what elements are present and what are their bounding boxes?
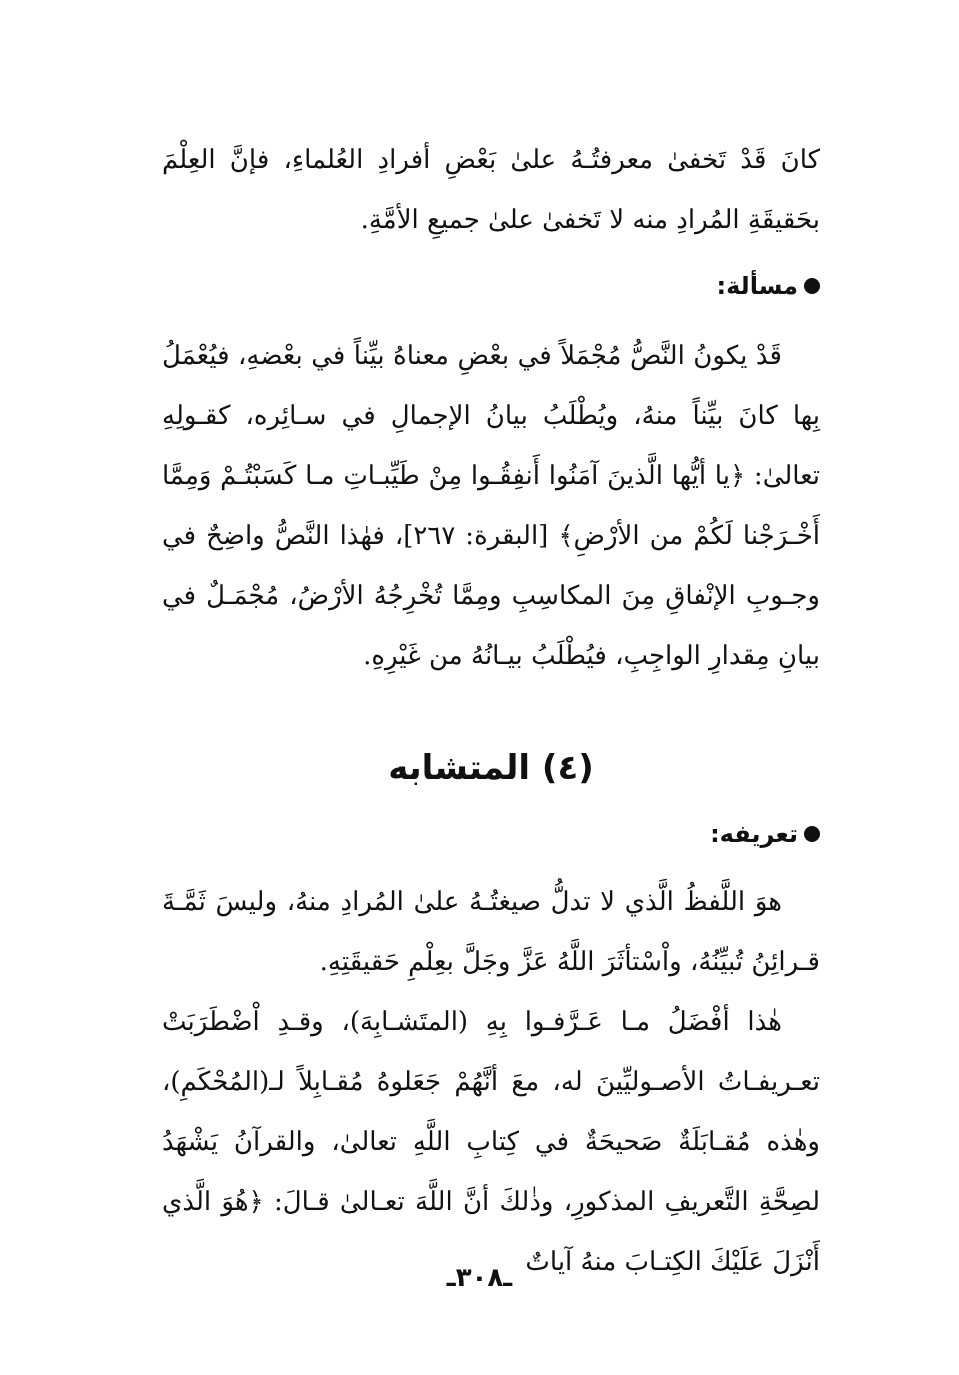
bullet-icon bbox=[804, 278, 820, 294]
intro-text: كانَ قَدْ تَخفىٰ معرفتُـهُ علىٰ بَعْضِ أفرادِ العُلماءِ، فإنَّ العِلْمَ بحَقيقَةِ المُرادِ منه لا تَخفىٰ علىٰ جميعِ الأمَّةِ. bbox=[162, 145, 820, 235]
bullet-icon bbox=[804, 826, 820, 842]
definition-heading-label: تعريفه: bbox=[710, 820, 798, 848]
issue-paragraph bbox=[162, 326, 820, 686]
page-number: ـ٣٠٨ـ bbox=[446, 1263, 513, 1293]
definition-paragraph bbox=[162, 872, 820, 992]
definition-text: هوَ اللَّفظُ الَّذي لا تدلُّ صيغتُـهُ علىٰ المُرادِ منهُ، وليسَ ثَمَّـةَ قـرائِنُ تُبيِّنُهُ، واْسْتأثَرَ اللَّهُ عَزَّ وجَلَّ بعِلْمِ حَقيقَتِهِ. bbox=[162, 887, 820, 977]
issue-text: قَدْ يكونُ النَّصُّ مُجْمَلاً في بعْضِ معناهُ بيِّناً في بعْضهِ، فيُعْمَلُ بِها كانَ بيِّناً منهُ، ويُطْلَبُ بيانُ الإجمالِ في سـائِره، كقـولِهِ تعالىٰ: ﴿يا أيُّها الَّذينَ آمَنُوا أَنفِقُـوا مِنْ طَيِّبـاتِ مـا كَسَبْتُـمْ وَمِمَّا أَخْـرَجْنا لَكُمْ من الأرْضِ﴾ [البقرة: ٢٦٧]، فهٰذا النَّصُّ واضِحٌ في وجـوبِ الإنْفاقِ مِنَ المكاسِبِ ومِمَّا تُخْرِجُهُ الأرْضُ، مُجْمَـلٌ في بيانِ مِقدارِ الواجِبِ، فيُطْلَبُ بيـانُهُ من غَيْرِهِ. bbox=[162, 341, 820, 671]
issue-heading bbox=[162, 266, 820, 306]
intro-paragraph bbox=[162, 130, 820, 250]
discussion-text: هٰذا أفْضَلُ مـا عَـرَّفـوا بِهِ (المتَشـابِهَ)، وقـدِ اْضْطَرَبَتْ تعـريفـاتُ الأصـوليِّينَ له، معَ أنَّهُمْ جَعَلوهُ مُقـابِلاً لـ(المُحْكَمِ)، وهٰذه مُقـابَلَةٌ صَحيحَةٌ في كِتابِ اللَّهِ تعالىٰ، والقرآنُ يَشْهَدُ لصِحَّةِ التَّعريفِ المذكورِ، وذٰلكَ أنَّ اللَّهَ تعـالىٰ قـالَ: ﴿هُوَ الَّذي أَنْزَلَ عَلَيْكَ الكِتـابَ منهُ آياتٌ bbox=[162, 1007, 820, 1277]
issue-heading-label: مسألة: bbox=[716, 272, 798, 300]
definition-heading bbox=[162, 814, 820, 854]
discussion-paragraph bbox=[162, 992, 820, 1292]
section-title: (٤) المتشابه bbox=[388, 748, 594, 788]
